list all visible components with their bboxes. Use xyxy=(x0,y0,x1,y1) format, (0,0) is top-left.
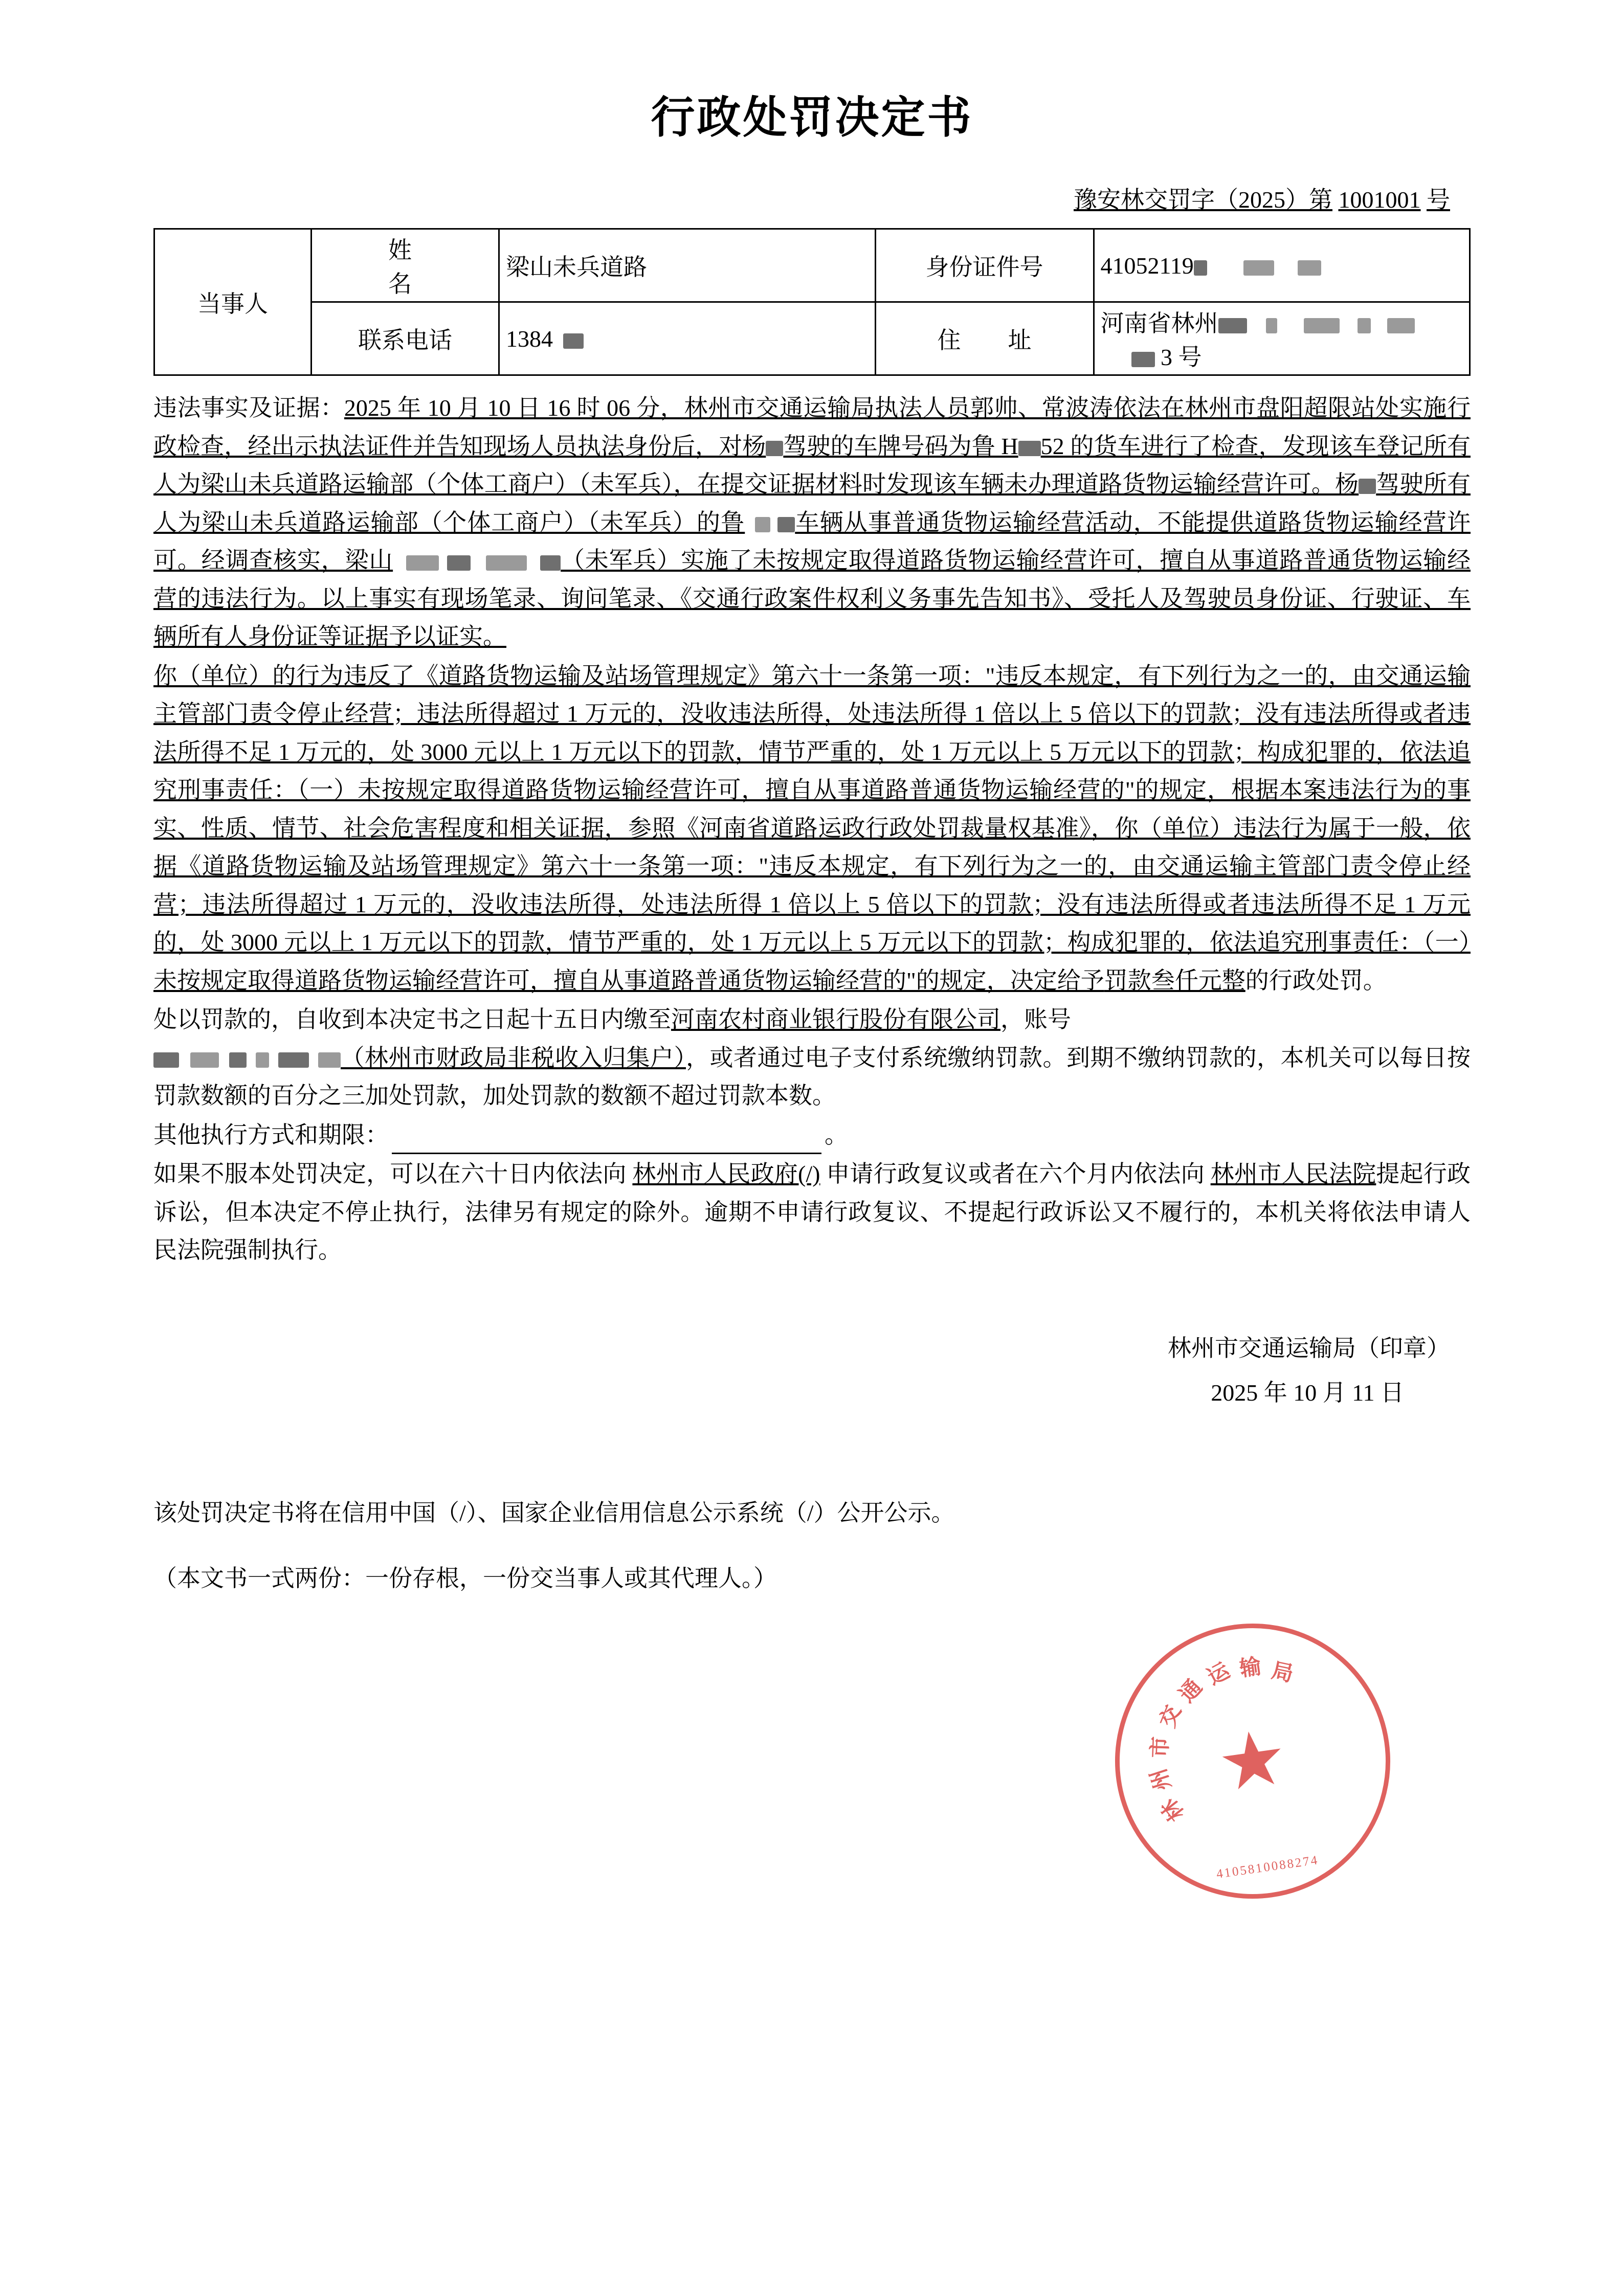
document-number-suffix: 号 xyxy=(1427,187,1450,213)
redaction-block xyxy=(1387,318,1415,333)
facts-paragraph xyxy=(153,389,1471,656)
copies-note: （本文书一式两份：一份存根，一份交当事人或其代理人。） xyxy=(153,1565,777,1592)
facts-label: 违法事实及证据： xyxy=(153,395,344,421)
other-execution-paragraph xyxy=(153,1116,1471,1155)
signature-block xyxy=(153,1326,1471,1415)
redaction-block xyxy=(447,555,471,571)
redaction-block xyxy=(406,555,439,571)
appeal-court: 林州市人民法院 xyxy=(1210,1161,1376,1187)
violation-text-end: 的行政处罚。 xyxy=(1245,967,1387,994)
penalty-amount: 罚款叁仟元整 xyxy=(1104,967,1245,994)
facts-text-4: 驾驶所有人为梁山未兵道路运输部（个体工商户）（未军兵）的鲁 xyxy=(153,471,1471,535)
violation-text: 你（单位）的行为违反了《道路货物运输及站场管理规定》第六十一条第一项："违反本规定，有下列行为之一的，由交通运输主管部门责令停止经营；违法所得超过 1 万元的，没收违法所得，处违法所得 1 倍以上 5 倍以下的罚款；没有违法所得或者违法所得不足 1 万元的，处 3000 元以上 1 万元以下的罚款，情节严重的，处 1 万元以上 5 万元以下的罚款；构成犯罪的，依法追究刑事责任：（一）未按规定取得道路货物运输经营许可，擅自从事道路普通货物运输经营的"的规定，根据本案违法行为的事实、性质、情节、社会危害程度和相关证据，参照《河南省道路运政行政处罚裁量权基准》，你（单位）违法行为属于一般，依据《道路货物运输及站场管理规定》第六十一条第一项："违反本规定，有下列行为之一的，由交通运输主管部门责令停止经营；违法所得超过 1 万元的，没收违法所得，处违法所得 1 倍以上 5 倍以下的罚款；没有违法所得或者违法所得不足 1 万元的，处 3000 元以上 1 万元以下的罚款，情节严重的，处 1 万元以上 5 万元以下的罚款；构成犯罪的，依法追究刑事责任：（一）未按规定取得道路货物运输经营许可，擅自从事道路普通货物运输经营的"的规定，决定给予 xyxy=(153,662,1471,994)
redaction-block xyxy=(1358,318,1371,333)
payment-bank: 河南农村商业银行股份有限公司 xyxy=(671,1006,1000,1033)
appeal-government: 林州市人民政府(/) xyxy=(632,1161,820,1187)
redaction-block xyxy=(563,333,584,349)
payment-text-3: ，或者通过电子支付系统缴纳罚款。到期不缴纳罚款的，本机关可以每日按罚款数额的百分之三加处罚款，加处罚款的数额不超过罚款本数。 xyxy=(153,1044,1471,1109)
page-title: 行政处罚决定书 xyxy=(651,93,973,142)
id-label: 身份证件号 xyxy=(875,229,1094,302)
facts-text-5: 车辆从事普通货物运输经营活动，不能提供道路货物运输经营许可。经调查核实，梁山 xyxy=(153,509,1471,574)
redaction-block xyxy=(766,441,783,456)
redaction-block xyxy=(153,1052,179,1068)
seal-number: 4105810088274 xyxy=(1215,1853,1320,1881)
payment-text-1: 处以罚款的，自收到本决定书之日起十五日内缴至 xyxy=(153,1006,671,1033)
appeal-text-1: 如果不服本处罚决定，可以在六十日内依法向 xyxy=(153,1161,627,1187)
payment-text-2: ，账号 xyxy=(1000,1006,1071,1033)
redaction-block xyxy=(1243,260,1274,276)
payment-paragraph xyxy=(153,1001,1471,1115)
redaction-block xyxy=(1018,441,1041,456)
official-seal xyxy=(1097,1606,1408,1917)
table-row xyxy=(154,229,1470,302)
id-value: 41052119 xyxy=(1094,229,1470,302)
other-execution-end: 。 xyxy=(825,1121,848,1148)
party-row-label: 当事人 xyxy=(154,229,312,375)
other-execution-label: 其他执行方式和期限： xyxy=(153,1121,389,1148)
redaction-block xyxy=(229,1052,247,1068)
redaction-block xyxy=(540,555,561,571)
star-icon: ★ xyxy=(1212,1714,1293,1808)
publicity-note: 该处罚决定书将在信用中国（/）、国家企业信用信息公示系统（/）公开公示。 xyxy=(153,1499,955,1526)
redaction-block xyxy=(1359,479,1376,494)
redaction-block xyxy=(1266,318,1277,333)
phone-value: 1384 xyxy=(499,302,876,375)
table-row xyxy=(154,302,1470,375)
facts-text-3: 52 的货车进行了检查，发现该车登记所有人为梁山未兵道路运输部（个体工商户）（未军兵），在提交证据材料时发现该车辆未办理道路货物运输经营许可。杨 xyxy=(153,433,1471,498)
address-value: 河南省林州 3 号 xyxy=(1094,302,1470,375)
facts-text-2: 驾驶的车牌号码为鲁 H xyxy=(783,433,1018,459)
redaction-block xyxy=(190,1052,219,1068)
document-number-line xyxy=(153,181,1450,215)
redaction-block xyxy=(1304,318,1340,333)
document-body xyxy=(153,389,1471,1270)
other-execution-blank[interactable] xyxy=(392,1152,821,1154)
party-table xyxy=(153,228,1471,376)
issuer-name: 林州市交通运输局（印章） xyxy=(1168,1335,1450,1361)
name-value: 梁山未兵道路 xyxy=(499,229,876,302)
redaction-block xyxy=(1218,318,1247,333)
facts-text-6: （未军兵）实施了未按规定取得道路货物运输经营许可，擅自从事道路普通货物运输经营的违法行为。以上事实有现场笔录、询问笔录、《交通行政案件权利义务事先告知书》、受托人及驾驶员身份证、行驶证、车辆所有人身份证等证据予以证实。 xyxy=(153,547,1471,650)
appeal-paragraph xyxy=(153,1155,1471,1270)
facts-text-1: 2025 年 10 月 10 日 16 时 06 分，林州市交通运输局执法人员郭帅、常波涛依法在林州市盘阳超限站处实施行政检查，经出示执法证件并告知现场人员执法身份后，对杨 xyxy=(153,395,1471,459)
redaction-block xyxy=(777,517,795,532)
name-label: 姓 名 xyxy=(312,229,499,302)
payment-account-note: （林州市财政局非税收入归集户） xyxy=(341,1044,686,1071)
appeal-text-2: 申请行政复议或者在六个月内依法向 xyxy=(826,1161,1205,1187)
appeal-text-3: 提起行政诉讼，但本决定不停止执行，法律另有规定的除外。逾期不申请行政复议、不提起行政诉讼又不履行的，本机关将依法申请人民法院强制执行。 xyxy=(153,1161,1471,1264)
document-number-prefix: 豫安林交罚字（2025）第 xyxy=(1074,187,1332,213)
address-label: 住 址 xyxy=(875,302,1094,375)
redaction-block xyxy=(486,555,527,571)
redaction-block xyxy=(1194,260,1207,276)
phone-label: 联系电话 xyxy=(312,302,499,375)
violation-paragraph xyxy=(153,657,1471,1000)
redaction-block xyxy=(755,517,770,532)
footer-block xyxy=(153,1492,1471,1601)
issue-date: 2025 年 10 月 11 日 xyxy=(1211,1380,1404,1406)
redaction-block xyxy=(318,1052,341,1068)
document-number-value: 1001001 xyxy=(1338,187,1421,213)
seal-arc-text: 林 州 市 交 通 运 输 局 xyxy=(1147,1655,1296,1826)
redaction-block xyxy=(256,1052,269,1068)
redaction-block xyxy=(1131,352,1155,367)
redaction-block xyxy=(1298,260,1321,276)
redaction-block xyxy=(278,1052,309,1068)
